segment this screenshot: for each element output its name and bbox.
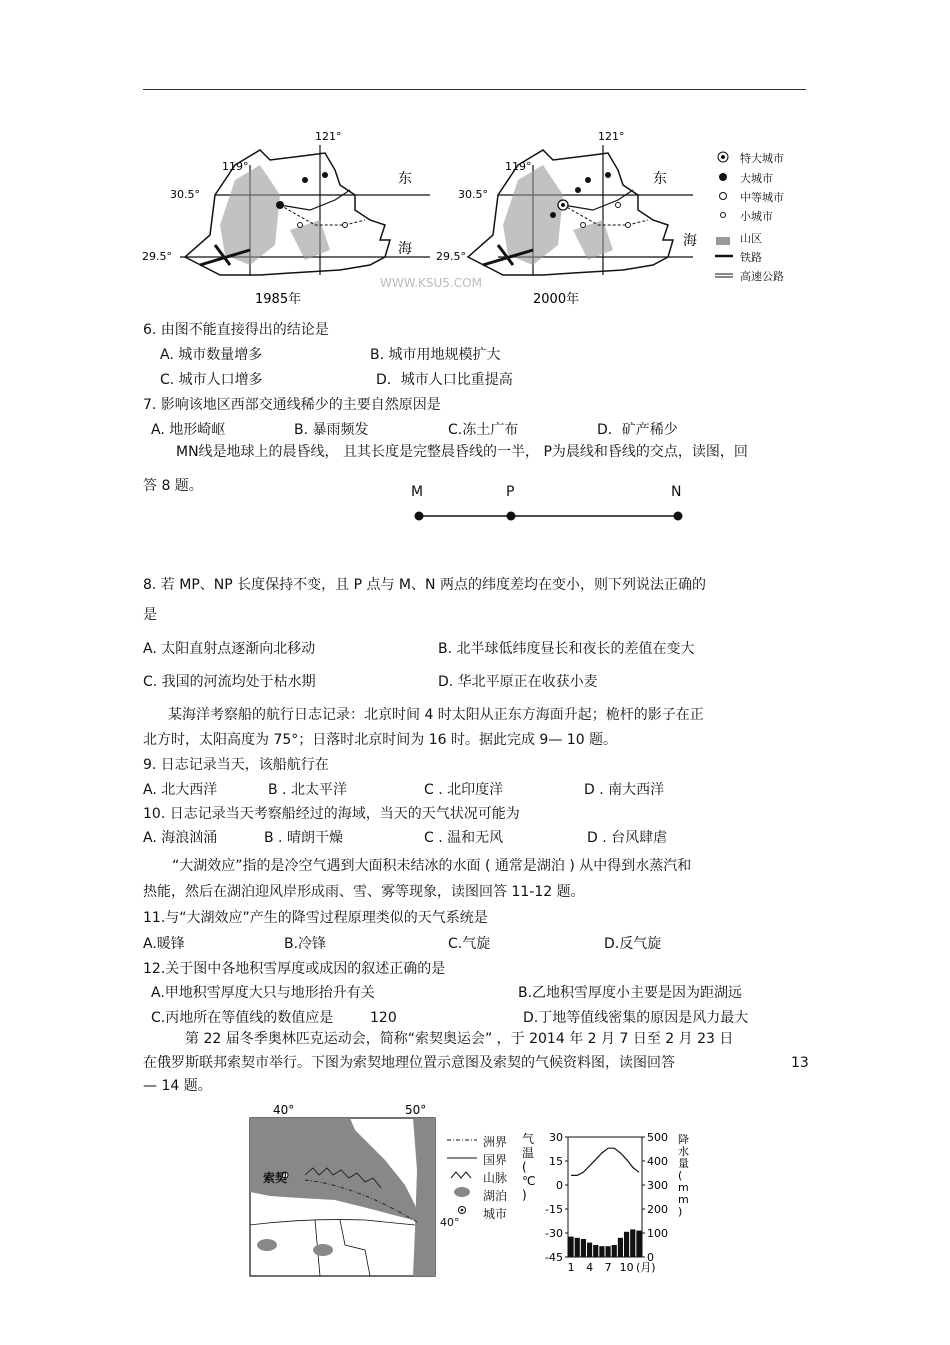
map2-lon1: 119° [505, 160, 532, 173]
q12-stem: 12.关于图中各地积雪厚度或成因的叙述正确的是 [143, 961, 446, 977]
left-axis-label-char: 温 [522, 1146, 535, 1160]
left-axis-label-char: ( [522, 1160, 527, 1174]
q10-option-d[interactable]: D . 台风肆虐 [587, 830, 668, 846]
left-tick-label: 15 [549, 1155, 563, 1168]
right-tick-label: 500 [647, 1131, 668, 1144]
intro9-line2: 北方时，太阳高度为 75°；日落时北京时间为 16 时。据此完成 9— 10 题。 [143, 732, 618, 748]
left-axis-label-char: ℃ [522, 1174, 536, 1188]
legend-medium-city: 中等城市 [740, 191, 784, 204]
sochi-legend-symbols [445, 1130, 480, 1220]
sochi-lat: 40° [440, 1216, 460, 1229]
precip-bar [575, 1238, 580, 1257]
left-tick-label: -30 [545, 1227, 563, 1240]
terminator-line [412, 508, 687, 524]
q8-option-c[interactable]: C. 我国的河流均处于枯水期 [143, 674, 316, 690]
q8-stem-line1: 8. 若 MP、NP 长度保持不变，且 P 点与 M、N 两点的纬度差均在变小，则下列说法正确的 [143, 577, 706, 593]
intro13-line2: 在俄罗斯联邦索契市举行。下图为索契地理位置示意图及索契的气候资料图，读图回答 [143, 1055, 675, 1071]
sochi-legend-city: 城市 [483, 1207, 508, 1221]
intro11-line2: 热能，然后在湖泊迎风岸形成雨、雪、雾等现象，读图回答 11-12 题。 [143, 884, 585, 900]
map1-lon2: 121° [315, 130, 342, 143]
right-axis-label-char: m [678, 1181, 689, 1194]
map2-lon2: 121° [598, 130, 625, 143]
intro8-line1: MN线是地球上的晨昏线， 且其长度是完整晨昏线的一半， P为晨线和昏线的交点，读图，回 [176, 444, 748, 460]
left-axis-label-char: ) [522, 1188, 527, 1202]
sochi-legend-continent-border: 洲界 [483, 1135, 508, 1149]
precip-bar [618, 1238, 623, 1257]
sochi-city-label: 索契 [263, 1171, 288, 1185]
q8-option-d[interactable]: D. 华北平原正在收获小麦 [438, 674, 598, 690]
sochi-legend-national-border: 国界 [483, 1153, 508, 1167]
right-tick-label: 0 [647, 1251, 654, 1264]
sochi-lon1: 40° [273, 1103, 295, 1117]
precip-bar [636, 1231, 641, 1257]
map1-lat1: 30.5° [170, 188, 200, 201]
right-axis-label-char: 水 [678, 1145, 689, 1158]
city-maps-figure [140, 125, 820, 310]
precip-bar [569, 1237, 574, 1257]
q6-option-b[interactable]: B. 城市用地规模扩大 [370, 347, 501, 363]
point-m [415, 512, 424, 521]
q6-option-a[interactable]: A. 城市数量增多 [160, 347, 263, 363]
point-m-label: M [411, 484, 424, 500]
left-tick-label: 0 [556, 1179, 563, 1192]
q11-stem: 11.与“大湖效应”产生的降雪过程原理类似的天气系统是 [143, 910, 488, 926]
q10-option-c[interactable]: C . 温和无风 [424, 830, 504, 846]
x-tick-label: 1 [567, 1261, 575, 1274]
q7-option-a[interactable]: A. 地形崎岖 [151, 422, 226, 438]
left-tick-label: -45 [545, 1251, 563, 1264]
precip-bar [624, 1232, 629, 1257]
watermark: WWW.KSU5.COM [380, 276, 482, 290]
q6-stem: 6. 由图不能直接得出的结论是 [143, 322, 329, 338]
precip-bar [587, 1243, 592, 1257]
point-p [507, 512, 516, 521]
x-tick-label: 7 [604, 1261, 612, 1274]
legend-railway: 铁路 [740, 251, 762, 264]
left-tick-label: 30 [549, 1131, 563, 1144]
x-unit-label: (月) [636, 1261, 656, 1274]
x-tick-label: 4 [586, 1261, 594, 1274]
sochi-lon2: 50° [405, 1103, 427, 1117]
sochi-location-map [245, 1100, 440, 1280]
climate-chart [520, 1125, 690, 1280]
sochi-legend-lake: 湖泊 [483, 1189, 508, 1203]
q9-option-c[interactable]: C . 北印度洋 [424, 782, 504, 798]
q6-option-c[interactable]: C. 城市人口增多 [160, 372, 263, 388]
left-tick-label: -15 [545, 1203, 563, 1216]
right-tick-label: 300 [647, 1179, 668, 1192]
map2-lat1: 30.5° [458, 188, 488, 201]
precip-bar [581, 1239, 586, 1257]
point-n-label: N [671, 484, 682, 500]
map2-sea1: 东 [653, 171, 667, 187]
intro13-num: 13 [791, 1055, 809, 1071]
right-axis-label-char: 量 [678, 1157, 689, 1170]
q7-option-d[interactable]: D．矿产稀少 [597, 422, 678, 438]
map1-sea2: 海 [398, 241, 412, 257]
map-legend-symbols [715, 152, 733, 277]
legend-large-city: 大城市 [740, 172, 773, 185]
intro11-line1: “大湖效应”指的是冷空气遇到大面积未结冰的水面 ( 通常是湖泊 ) 从中得到水蒸汽和 [172, 858, 692, 874]
right-axis-label-char: 降 [678, 1133, 689, 1146]
right-axis-label-char: ) [678, 1205, 683, 1218]
legend-highway: 高速公路 [740, 270, 784, 283]
q9-stem: 9. 日志记录当天，该船航行在 [143, 757, 329, 773]
point-n [674, 512, 683, 521]
precip-bar [630, 1229, 635, 1257]
header-rule [143, 89, 806, 90]
right-tick-label: 200 [647, 1203, 668, 1216]
legend-small-city: 小城市 [740, 210, 773, 223]
q11-option-b[interactable]: B.冷锋 [284, 936, 327, 952]
intro9-line1: 某海洋考察船的航行日志记录：北京时间 4 时太阳从正东方海面升起；桅杆的影子在正 [168, 707, 704, 723]
q7-option-b[interactable]: B. 暴雨频发 [294, 422, 369, 438]
intro8-line2: 答 8 题。 [143, 478, 203, 494]
intro13-line3: — 14 题。 [143, 1078, 212, 1094]
precip-bar [599, 1246, 604, 1257]
legend-megacity: 特大城市 [740, 152, 784, 165]
q11-option-d[interactable]: D.反气旋 [604, 936, 662, 952]
right-tick-label: 100 [647, 1227, 668, 1240]
q10-option-a[interactable]: A. 海浪汹涌 [143, 830, 218, 846]
intro13-line1: 第 22 届冬季奥林匹克运动会，简称“索契奥运会” ，于 2014 年 2 月 7 日至 2 月 23 日 [185, 1031, 734, 1047]
temperature-line [571, 1148, 639, 1175]
map1-year: 1985年 [255, 292, 302, 307]
precip-bar [593, 1245, 598, 1257]
x-tick-label: 10 [619, 1261, 634, 1274]
left-axis-label-char: 气 [522, 1132, 535, 1146]
q12-option-b[interactable]: B.乙地积雪厚度小主要是因为距湖远 [518, 985, 743, 1001]
q12-option-c[interactable]: C.丙地所在等值线的数值应是 [151, 1010, 334, 1026]
q6-option-d[interactable]: D．城市人口比重提高 [376, 372, 513, 388]
q10-stem: 10. 日志记录当天考察船经过的海域，当天的天气状况可能为 [143, 806, 520, 822]
precip-bar [612, 1245, 617, 1257]
q12-option-a[interactable]: A.甲地积雪厚度大只与地形抬升有关 [151, 985, 375, 1001]
legend-mountain: 山区 [740, 232, 762, 245]
map2-sea2: 海 [683, 233, 697, 249]
q7-option-c[interactable]: C.冻土广布 [448, 422, 519, 438]
q9-option-b[interactable]: B . 北太平洋 [268, 782, 347, 798]
map2-year: 2000年 [533, 292, 580, 307]
q12-option-c-value: 120 [370, 1010, 397, 1026]
point-p-label: P [506, 484, 515, 500]
map2-lat2: 29.5° [436, 250, 466, 263]
sochi-legend-mountain: 山脉 [483, 1171, 508, 1185]
right-axis-label-char: ( [678, 1169, 683, 1182]
q12-option-d[interactable]: D.丁地等值线密集的原因是风力最大 [523, 1010, 749, 1026]
right-axis-label-char: m [678, 1193, 689, 1206]
q7-stem: 7. 影响该地区西部交通线稀少的主要自然原因是 [143, 397, 441, 413]
map1-lat2: 29.5° [142, 250, 172, 263]
map1-sea1: 东 [398, 171, 412, 187]
map1-lon1: 119° [222, 160, 249, 173]
q11-option-a[interactable]: A.暖锋 [143, 936, 185, 952]
right-tick-label: 400 [647, 1155, 668, 1168]
q10-option-b[interactable]: B . 晴朗干燥 [264, 830, 343, 846]
q8-stem-line2: 是 [143, 607, 157, 623]
q9-option-a[interactable]: A. 北大西洋 [143, 782, 218, 798]
precip-bar [606, 1246, 611, 1257]
q8-option-a[interactable]: A. 太阳直射点逐渐向北移动 [143, 641, 316, 657]
q8-option-b[interactable]: B. 北半球低纬度昼长和夜长的差值在变大 [438, 641, 695, 657]
q11-option-c[interactable]: C.气旋 [448, 936, 491, 952]
q9-option-d[interactable]: D . 南大西洋 [584, 782, 665, 798]
